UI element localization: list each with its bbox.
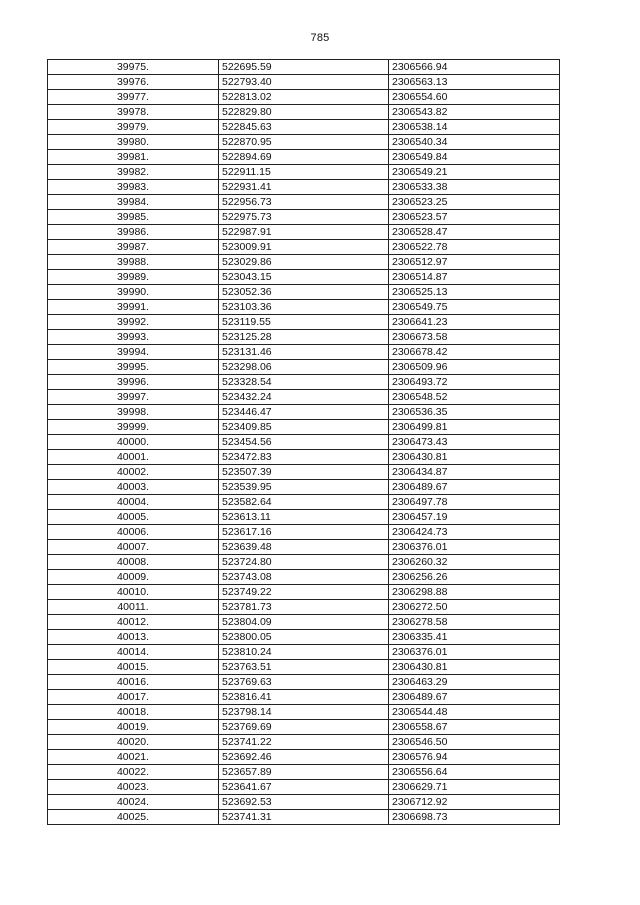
x-coordinate-cell: 523613.11 [219,510,389,525]
x-coordinate-cell: 522793.40 [219,75,389,90]
point-number-cell: 40020. [48,735,219,750]
y-coordinate-cell: 2306514.87 [389,270,560,285]
y-coordinate-cell: 2306376.01 [389,540,560,555]
y-coordinate-cell: 2306563.13 [389,75,560,90]
point-number-cell: 40005. [48,510,219,525]
x-coordinate-cell: 523103.36 [219,300,389,315]
table-row [48,195,560,210]
table-row [48,270,560,285]
y-coordinate-cell: 2306678.42 [389,345,560,360]
point-number-cell: 40013. [48,630,219,645]
table-row [48,495,560,510]
table-row [48,630,560,645]
point-number-cell: 39980. [48,135,219,150]
point-number-cell: 40004. [48,495,219,510]
x-coordinate-cell: 523641.67 [219,780,389,795]
table-row [48,345,560,360]
point-number-cell: 40017. [48,690,219,705]
x-coordinate-cell: 523810.24 [219,645,389,660]
y-coordinate-cell: 2306533.38 [389,180,560,195]
point-number-cell: 39984. [48,195,219,210]
point-number-cell: 39982. [48,165,219,180]
x-coordinate-cell: 523781.73 [219,600,389,615]
table-row [48,720,560,735]
x-coordinate-cell: 522813.02 [219,90,389,105]
y-coordinate-cell: 2306430.81 [389,450,560,465]
x-coordinate-cell: 523472.83 [219,450,389,465]
y-coordinate-cell: 2306548.52 [389,390,560,405]
y-coordinate-cell: 2306576.94 [389,750,560,765]
point-number-cell: 39975. [48,60,219,75]
point-number-cell: 39993. [48,330,219,345]
point-number-cell: 40023. [48,780,219,795]
table-row [48,435,560,450]
y-coordinate-cell: 2306489.67 [389,480,560,495]
table-row [48,150,560,165]
table-row [48,705,560,720]
y-coordinate-cell: 2306523.25 [389,195,560,210]
x-coordinate-cell: 523009.91 [219,240,389,255]
point-number-cell: 39992. [48,315,219,330]
y-coordinate-cell: 2306278.58 [389,615,560,630]
point-number-cell: 39976. [48,75,219,90]
point-number-cell: 40011. [48,600,219,615]
point-number-cell: 40016. [48,675,219,690]
table-row [48,540,560,555]
x-coordinate-cell: 523692.53 [219,795,389,810]
point-number-cell: 39977. [48,90,219,105]
x-coordinate-cell: 523692.46 [219,750,389,765]
point-number-cell: 39981. [48,150,219,165]
y-coordinate-cell: 2306473.43 [389,435,560,450]
x-coordinate-cell: 522894.69 [219,150,389,165]
y-coordinate-cell: 2306509.96 [389,360,560,375]
table-row [48,690,560,705]
table-row [48,735,560,750]
y-coordinate-cell: 2306544.48 [389,705,560,720]
y-coordinate-cell: 2306463.29 [389,675,560,690]
y-coordinate-cell: 2306549.84 [389,150,560,165]
x-coordinate-cell: 523639.48 [219,540,389,555]
coordinate-table [47,59,560,825]
point-number-cell: 40025. [48,810,219,825]
point-number-cell: 40022. [48,765,219,780]
y-coordinate-cell: 2306512.97 [389,255,560,270]
table-row [48,525,560,540]
y-coordinate-cell: 2306525.13 [389,285,560,300]
table-row [48,555,560,570]
x-coordinate-cell: 523741.31 [219,810,389,825]
x-coordinate-cell: 523617.16 [219,525,389,540]
y-coordinate-cell: 2306523.57 [389,210,560,225]
point-number-cell: 39985. [48,210,219,225]
y-coordinate-cell: 2306256.26 [389,570,560,585]
table-row [48,600,560,615]
x-coordinate-cell: 523539.95 [219,480,389,495]
point-number-cell: 39998. [48,405,219,420]
y-coordinate-cell: 2306493.72 [389,375,560,390]
point-number-cell: 39994. [48,345,219,360]
point-number-cell: 39996. [48,375,219,390]
table-row [48,645,560,660]
table-row [48,420,560,435]
table-row [48,255,560,270]
table-row [48,180,560,195]
table-row [48,780,560,795]
x-coordinate-cell: 523769.69 [219,720,389,735]
x-coordinate-cell: 522870.95 [219,135,389,150]
table-row [48,165,560,180]
point-number-cell: 40006. [48,525,219,540]
table-row [48,285,560,300]
x-coordinate-cell: 523131.46 [219,345,389,360]
x-coordinate-cell: 522829.80 [219,105,389,120]
x-coordinate-cell: 523029.86 [219,255,389,270]
y-coordinate-cell: 2306489.67 [389,690,560,705]
table-row [48,210,560,225]
x-coordinate-cell: 523798.14 [219,705,389,720]
table-row [48,360,560,375]
y-coordinate-cell: 2306556.64 [389,765,560,780]
x-coordinate-cell: 522845.63 [219,120,389,135]
x-coordinate-cell: 523743.08 [219,570,389,585]
x-coordinate-cell: 523804.09 [219,615,389,630]
point-number-cell: 40018. [48,705,219,720]
table-row [48,510,560,525]
y-coordinate-cell: 2306566.94 [389,60,560,75]
point-number-cell: 40015. [48,660,219,675]
x-coordinate-cell: 523724.80 [219,555,389,570]
table-row [48,330,560,345]
x-coordinate-cell: 523763.51 [219,660,389,675]
x-coordinate-cell: 523454.56 [219,435,389,450]
table-row [48,240,560,255]
point-number-cell: 40010. [48,585,219,600]
point-number-cell: 39991. [48,300,219,315]
point-number-cell: 39979. [48,120,219,135]
x-coordinate-cell: 522931.41 [219,180,389,195]
x-coordinate-cell: 523582.64 [219,495,389,510]
x-coordinate-cell: 522695.59 [219,60,389,75]
y-coordinate-cell: 2306698.73 [389,810,560,825]
y-coordinate-cell: 2306554.60 [389,90,560,105]
x-coordinate-cell: 523298.06 [219,360,389,375]
table-row [48,120,560,135]
table-row [48,135,560,150]
y-coordinate-cell: 2306497.78 [389,495,560,510]
x-coordinate-cell: 523125.28 [219,330,389,345]
point-number-cell: 39983. [48,180,219,195]
table-row [48,660,560,675]
y-coordinate-cell: 2306335.41 [389,630,560,645]
point-number-cell: 39995. [48,360,219,375]
x-coordinate-cell: 523328.54 [219,375,389,390]
point-number-cell: 40014. [48,645,219,660]
x-coordinate-cell: 523409.85 [219,420,389,435]
point-number-cell: 40009. [48,570,219,585]
x-coordinate-cell: 522911.15 [219,165,389,180]
x-coordinate-cell: 523052.36 [219,285,389,300]
y-coordinate-cell: 2306549.21 [389,165,560,180]
page-number: 785 [310,32,330,44]
table-row [48,810,560,825]
table-row [48,90,560,105]
y-coordinate-cell: 2306540.34 [389,135,560,150]
y-coordinate-cell: 2306546.50 [389,735,560,750]
y-coordinate-cell: 2306434.87 [389,465,560,480]
y-coordinate-cell: 2306536.35 [389,405,560,420]
point-number-cell: 39999. [48,420,219,435]
point-number-cell: 40007. [48,540,219,555]
point-number-cell: 39989. [48,270,219,285]
table-row [48,225,560,240]
x-coordinate-cell: 523446.47 [219,405,389,420]
table-row [48,480,560,495]
y-coordinate-cell: 2306457.19 [389,510,560,525]
y-coordinate-cell: 2306424.73 [389,525,560,540]
table-row [48,675,560,690]
x-coordinate-cell: 523043.15 [219,270,389,285]
x-coordinate-cell: 523749.22 [219,585,389,600]
y-coordinate-cell: 2306558.67 [389,720,560,735]
x-coordinate-cell: 523769.63 [219,675,389,690]
x-coordinate-cell: 523507.39 [219,465,389,480]
point-number-cell: 40021. [48,750,219,765]
y-coordinate-cell: 2306499.81 [389,420,560,435]
x-coordinate-cell: 523432.24 [219,390,389,405]
table-row [48,315,560,330]
y-coordinate-cell: 2306376.01 [389,645,560,660]
table-row [48,375,560,390]
x-coordinate-cell: 523741.22 [219,735,389,750]
point-number-cell: 40012. [48,615,219,630]
x-coordinate-cell: 523657.89 [219,765,389,780]
point-number-cell: 40024. [48,795,219,810]
y-coordinate-cell: 2306549.75 [389,300,560,315]
table-row [48,105,560,120]
table-row [48,450,560,465]
point-number-cell: 40008. [48,555,219,570]
y-coordinate-cell: 2306673.58 [389,330,560,345]
point-number-cell: 39978. [48,105,219,120]
point-number-cell: 40019. [48,720,219,735]
table-row [48,75,560,90]
x-coordinate-cell: 523119.55 [219,315,389,330]
point-number-cell: 40003. [48,480,219,495]
y-coordinate-cell: 2306528.47 [389,225,560,240]
table-row [48,570,560,585]
y-coordinate-cell: 2306543.82 [389,105,560,120]
table-row [48,465,560,480]
table-row [48,60,560,75]
y-coordinate-cell: 2306538.14 [389,120,560,135]
y-coordinate-cell: 2306522.78 [389,240,560,255]
x-coordinate-cell: 522975.73 [219,210,389,225]
point-number-cell: 40002. [48,465,219,480]
y-coordinate-cell: 2306712.92 [389,795,560,810]
point-number-cell: 40001. [48,450,219,465]
table-row [48,750,560,765]
table-body [48,60,560,825]
point-number-cell: 39987. [48,240,219,255]
x-coordinate-cell: 522987.91 [219,225,389,240]
x-coordinate-cell: 523800.05 [219,630,389,645]
table-row [48,615,560,630]
table-row [48,390,560,405]
table-row [48,765,560,780]
y-coordinate-cell: 2306641.23 [389,315,560,330]
y-coordinate-cell: 2306272.50 [389,600,560,615]
x-coordinate-cell: 523816.41 [219,690,389,705]
y-coordinate-cell: 2306629.71 [389,780,560,795]
y-coordinate-cell: 2306298.88 [389,585,560,600]
table-row [48,585,560,600]
table-row [48,300,560,315]
point-number-cell: 39988. [48,255,219,270]
y-coordinate-cell: 2306260.32 [389,555,560,570]
table-row [48,795,560,810]
y-coordinate-cell: 2306430.81 [389,660,560,675]
point-number-cell: 40000. [48,435,219,450]
table-row [48,405,560,420]
point-number-cell: 39986. [48,225,219,240]
point-number-cell: 39990. [48,285,219,300]
point-number-cell: 39997. [48,390,219,405]
x-coordinate-cell: 522956.73 [219,195,389,210]
